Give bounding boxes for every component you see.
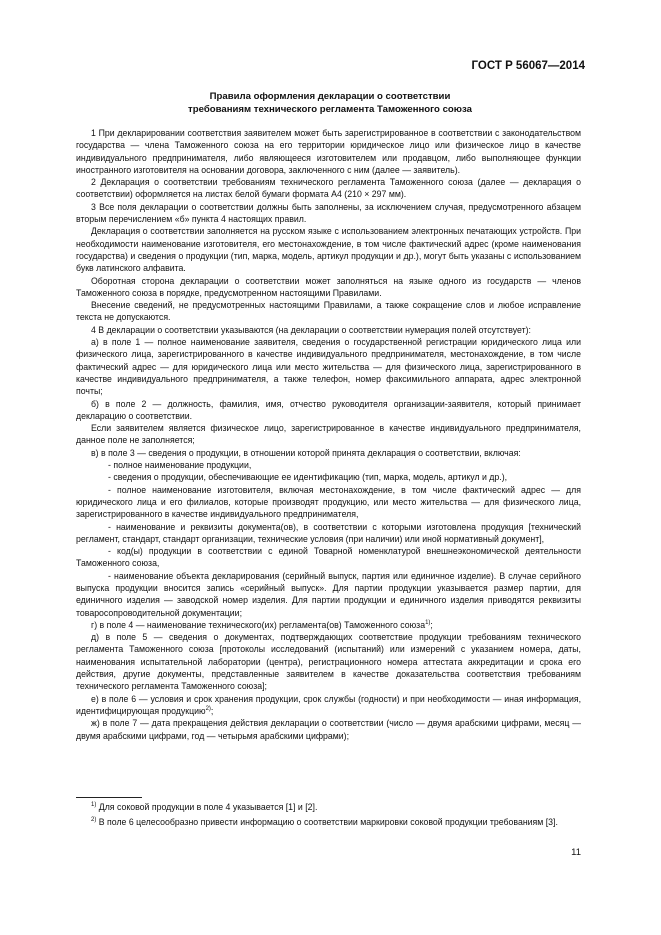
paragraph-text: - полное наименование изготовителя, включая местонахождение, в том числе фактический адрес — для юридического лица и его филиалов, которые производят продукцию, или место жительства — для физического лица, зарегистрированного в качестве индивидуального предпринимателя, [76, 484, 581, 520]
body-paragraph [76, 225, 581, 274]
paragraph-text: Декларация о соответствии заполняется на русском языке с использованием электронных печатающих устройств. При необходимости наименование изготовителя, его местонахождение, в том числе фактический адрес (кроме наименования государства) и сведения о продукции (тип, марка, модель, артикул продукции и др.), могут быть указаны с использованием букв латинского алфавита. [76, 226, 581, 274]
section-title [70, 90, 590, 116]
paragraph-tail: ; [210, 705, 214, 716]
body-paragraph [76, 471, 581, 483]
footnote-reference: 1) [425, 619, 431, 626]
body-paragraph [76, 717, 581, 742]
paragraph-text: 2 Декларация о соответствии требованиям технического регламента Таможенного союза (далее — декларация о соответствии) оформляется на листах белой бумаги формата А4 (210 × 297 мм). [76, 177, 581, 200]
paragraph-text: б) в поле 2 — должность, фамилия, имя, отчество руководителя организации-заявителя, который принимает декларацию о соответствии. [76, 398, 581, 421]
footnote-mark: 2) [91, 817, 97, 824]
paragraph-text: - наименование объекта декларирования (серийный выпуск, партия или единичное изделие). В случае серийного выпуска продукции вносится запись «серийный выпуск». Для партии продукции указывается размер партии, для единичного изделия — заводской номер изделия. Для партии продукции и единичного изделия приводятся реквизиты товаросопроводительной документации; [76, 570, 581, 618]
body-paragraph [76, 570, 581, 619]
paragraph-text: - код(ы) продукции в соответствии с единой Товарной номенклатурой внешнеэкономической деятельности Таможенного союза, [76, 546, 581, 569]
body-paragraph [76, 459, 581, 471]
paragraph-text: - наименование и реквизиты документа(ов), в соответствии с которыми изготовлена продукция [технический регламент, стандарт, стандарт организации, технические условия (при наличии) или иной нормативный документ], [76, 521, 581, 544]
body-paragraph [76, 275, 581, 300]
body-paragraph [76, 545, 581, 570]
body-paragraph [76, 422, 581, 447]
body-paragraph [76, 336, 581, 397]
paragraph-text: г) в поле 4 — наименование технического(их) регламента(ов) Таможенного союза [91, 619, 426, 630]
paragraph-text: ж) в поле 7 — дата прекращения действия декларации о соответствии (число — двумя арабскими цифрами, месяц — двумя арабскими цифрами, год — четырьмя арабскими цифрами); [76, 718, 581, 741]
body-paragraph [76, 299, 581, 324]
body-paragraph [76, 398, 581, 423]
section-title-line-1: Правила оформления декларации о соответствии [209, 91, 451, 102]
paragraph-tail: ; [430, 619, 433, 630]
footnote-reference: 2) [205, 706, 211, 713]
footnote-separator [76, 797, 142, 798]
standard-header: ГОСТ Р 56067—2014 [471, 60, 585, 72]
paragraph-text: д) в поле 5 — сведения о документах, подтверждающих соответствие продукции требованиям технического регламента Таможенного союза [протоколы исследований (испытаний) или измерений с указанием номера, даты, наименования испытательной лаборатории (центра), регистрационного номера аттестата аккредитации и срока его действия, другие документы, представленные заявителем в качестве доказательства соответствия требованиям технического регламента Таможенного союза]; [76, 632, 581, 692]
body-paragraph [76, 693, 581, 718]
body-paragraph [76, 176, 581, 201]
footnote-text: Для соковой продукции в поле 4 указывается [1] и [2]. [96, 802, 318, 812]
page-number: 11 [571, 847, 581, 858]
body-paragraph [76, 201, 581, 226]
paragraph-text: е) в поле 6 — условия и срок хранения продукции, срок службы (годности) и при необходимости — иная информация, идентифицирующая продукцию [76, 693, 581, 716]
paragraph-text: 1 При декларировании соответствия заявителем может быть зарегистрированное в соответствии с законодательством государства — члена Таможенного союза на его территории юридическое лицо или физическое лицо в качестве индивидуального предпринимателя, либо являющееся изготовителем или продавцом, либо выполняющее функции иностранного изготовителя на основании договора, заключенного с ним (далее — заявитель). [76, 128, 581, 175]
paragraph-text: Внесение сведений, не предусмотренных настоящими Правилами, а также сокращение слов и любое исправление текста не допускаются. [76, 300, 581, 323]
paragraph-text: 4 В декларации о соответствии указываются (на декларации о соответствии нумерация полей отсутствует): [91, 324, 531, 335]
paragraph-text: в) в поле 3 — сведения о продукции, в отношении которой принята декларация о соответствии, включая: [91, 447, 521, 458]
body-paragraph [76, 631, 581, 692]
body-paragraph [76, 127, 581, 176]
body-paragraph [76, 447, 581, 459]
body-paragraph [76, 521, 581, 546]
footnote [76, 801, 581, 813]
paragraph-text: - полное наименование продукции, [108, 460, 252, 471]
paragraph-text: Если заявителем является физическое лицо, зарегистрированное в качестве индивидуального предпринимателя, данное поле не заполняется; [76, 423, 581, 446]
section-title-line-2: требованиям технического регламента Таможенного союза [188, 104, 472, 115]
paragraph-text: Оборотная сторона декларации о соответствии может заполняться на языке одного из государств — членов Таможенного союза в порядке, предусмотренном настоящими Правилами. [76, 275, 581, 298]
footnote [76, 816, 581, 828]
footnotes [76, 801, 581, 832]
footnote-mark: 1) [91, 802, 97, 809]
document-body [76, 127, 581, 742]
body-paragraph [76, 484, 581, 521]
body-paragraph [76, 619, 581, 631]
paragraph-text: 3 Все поля декларации о соответствии должны быть заполнены, за исключением случая, предусмотренного абзацем вторым перечислением «б» пункта 4 настоящих правил. [76, 201, 581, 225]
footnote-text: В поле 6 целесообразно привести информацию о соответствии маркировки соковой продукции требованиям [3]. [96, 817, 558, 828]
paragraph-text: а) в поле 1 — полное наименование заявителя, сведения о государственной регистрации юридического лица или физического лица, зарегистрированного в качестве индивидуального предпринимателя, местонахождение, в том числе фактический адрес — для юридического лица или место жительства — для физического лица, зарегистрированного в качестве индивидуального предпринимателя, а также телефон, номер факсимильного аппарата, адрес электронной почты; [76, 337, 581, 397]
body-paragraph [76, 324, 581, 336]
paragraph-text: - сведения о продукции, обеспечивающие ее идентификацию (тип, марка, модель, артикул и др.), [108, 472, 508, 483]
